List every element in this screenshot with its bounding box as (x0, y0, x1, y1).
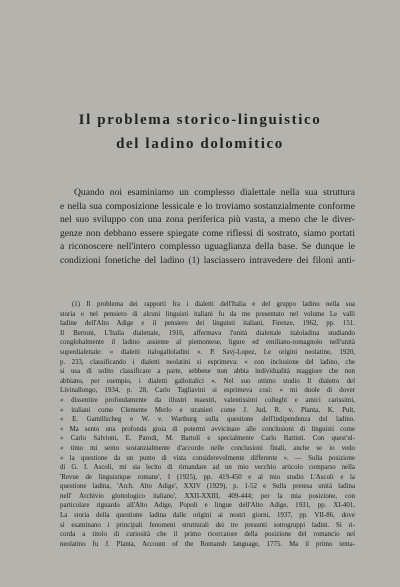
footnote-line: neolatino fu J. Planta, Account of the Romansh language, 1775. Ma il primo tenta- (60, 540, 355, 548)
body-line: nel suo sviluppo con una zona periferica più vasta, a meno che le diver- (60, 214, 355, 226)
footnote-line: « timo mi sento sostanzialmente d'accordo nelle conclusioni finali, anche se io vedo (60, 444, 355, 452)
footnote-line: « italiani come Clemente Merlo e stranieri come J. Jud, R. v. Planta, K. Pult, (60, 406, 355, 414)
article-title-line-1: Il problema storico-linguistico (78, 112, 322, 128)
article-title-line-2: del ladino dolomitico (116, 136, 284, 152)
footnote-line: di G. I. Ascoli, mi sia lecito di rimandare ad un mio vecchio articolo comparso nella (60, 464, 355, 472)
footnote-line: (1) Il problema dei rapporti fra i dialetti dell'Italia e del gruppo ladino nella sua (72, 301, 355, 308)
footnote-line: « Carlo Salvioni, E. Parodi, M. Bartoli e specialmente Carlo Battisti. Con quest'ul- (60, 435, 355, 443)
footnote (60, 300, 355, 549)
footnote-line: « dissentire profondamente da illustri maestri, valentissimi colleghi e amici carissimi, (60, 396, 355, 404)
footnote-line: si usa di solito classificare a parte, sebbene non abbia individualità maggiore che non (60, 368, 355, 376)
footnote-line: « la questione da un punto di vista considerevolmente differente ». — Sulla posizione (60, 454, 355, 462)
footnote-line: corda a titolo di curiosità che il primo ricercatore della posizione del romancio nel (60, 531, 355, 539)
body-line: genze non debbano essere spiegate come riflessi di sostrato, siamo portati (60, 227, 355, 239)
footnote-line: ladine dell'Alto Adige e il pensiero dei linguisti italiani, Firenze, 1962, pp. 151. (60, 320, 355, 328)
footnote-line: questione ladina, 'Arch. Alto Adige', XXIV (1929), p. 1-52 e Sulla pretesa unità ladina (60, 483, 355, 491)
footnote-line: conglobalmente il ladino assieme al piemontese, ligure ed emiliano-romagnolo nell'unità (60, 339, 355, 347)
footnote-line: particolare riguardo all'Alto Adige, Popoli e lingue dell'Alto Adige, 1931, pp. XI-401, (60, 502, 355, 510)
body-line: e nella sua composizione lessicale e lo troviamo sostanzialmente conforme (60, 200, 355, 212)
footnote-line: si esaminano i principali fenomeni strutturali dei tre presunti sottogruppi ladini. Si ri- (60, 521, 355, 529)
footnote-line: nell' Archivio glottologico italiano', XXII-XXIII, 409-444; per la mia posizione, con (60, 492, 355, 500)
footnote-line: La storia della questione ladina dalle origini ai nostri giorni, 1937, pp. VII-86, dove (60, 512, 355, 520)
body-line: Quando noi esaminiamo un complesso dialettale nella sua struttura (74, 187, 355, 198)
body-line: a riconoscere nell'intero complesso uguaglianza della base. Se dunque le (60, 241, 355, 253)
footnote-line: superdialettale: « dialetti italogalloladini ». P. Savj-Lopez, Le origini neolatine, 1920, (60, 348, 355, 356)
footnote-line: Il Bertoni, L'Italia dialettale, 1916, affermava l'unità dialettale italoladina studiando (60, 329, 355, 337)
footnote-line: abbiano, per esempio, i dialetti galloitalici ». Nel suo ottimo studio Il dialetto del (60, 377, 355, 385)
footnote-line: Livinallongo, 1934, p. 28, Carlo Tagliavini si esprimeva così: « mi duole di dover (60, 387, 355, 395)
body-line: condizioni fonetiche del ladino (1) lasciassero intravedere dei filoni anti- (60, 254, 355, 266)
footnote-line: p. 233, classificando i dialetti neolatini si esprimeva: « con inclusione del ladino, che (60, 358, 355, 366)
footnote-line: « Ma sento una profonda gioia di potermi avvicinare alle conclusioni di linguisti come (60, 425, 355, 433)
footnote-line: 'Revue de linguistique romane', I (1925), pp. 419-450 e al mio studio L'Ascoli e la (60, 473, 355, 481)
footnote-line: « E. Gamillscheg e W. v. Wartburg sulla questione dell'indipendenza del ladino. (60, 416, 355, 424)
body-paragraph (60, 186, 355, 268)
footnote-line: storia e nel pensiero di alcuni linguisti italiani fu da me presentato nel volume Le valli (60, 310, 355, 318)
